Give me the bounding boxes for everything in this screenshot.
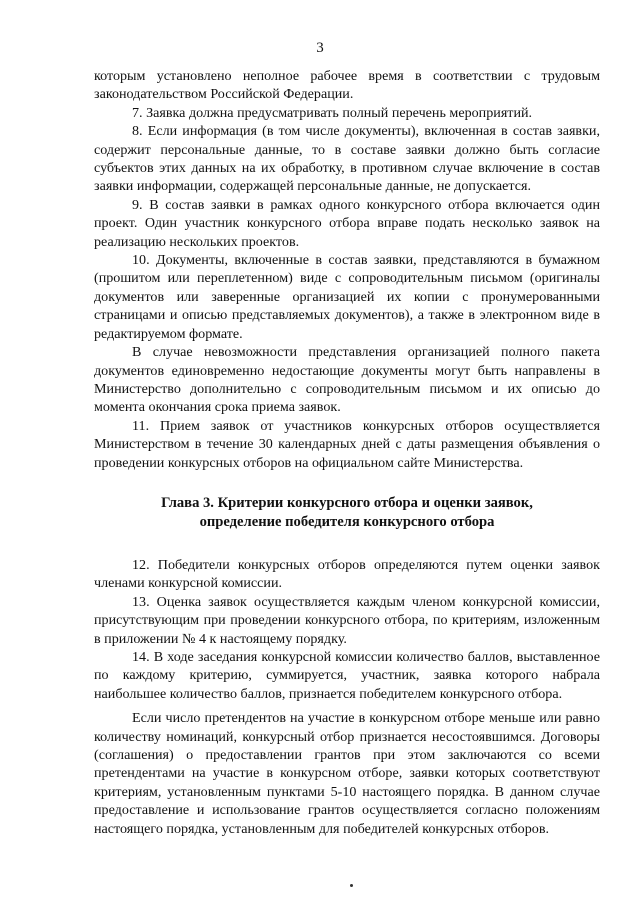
paragraph-item-7: 7. Заявка должна предусматривать полный перечень мероприятий. <box>132 104 533 121</box>
document-body <box>94 67 600 838</box>
chapter-heading-line-2: определение победителя конкурсного отбора <box>199 513 495 530</box>
chapter-heading-line-1: Глава 3. Критерии конкурсного отбора и оценки заявок, <box>161 494 533 511</box>
paragraph-item-14: 14. В ходе заседания конкурсной комиссии количество баллов, выставленное по каждому критерию, суммируется, участник, заявка которого набрала наибольшее количество баллов, признается победителем конкурсного отбора. <box>94 648 600 702</box>
paragraph-continuation: которым установлено неполное рабочее время в соответствии с трудовым законодательством Российской Федерации. <box>94 68 600 103</box>
paragraph-item-11: 11. Прием заявок от участников конкурсных отборов осуществляется Министерством в течение 30 календарных дней с даты размещения объявления о проведении конкурсных отборов на официальном сайте Министерства. <box>94 417 600 471</box>
paragraph-item-8: 8. Если информация (в том числе документы), включенная в состав заявки, содержит персональные данные, то в составе заявки должно быть согласие субъектов этих данных на их обработку, в противном случае включение в состав заявки информации, содержащей персональные данные, не допускается. <box>94 123 600 195</box>
paragraph-item-10-note: В случае невозможности представления организацией полного пакета документов единовременно недостающие документы могут быть направлены в Министерство дополнительно с сопроводительным письмом и их описью до момента окончания срока приема заявок. <box>94 344 600 416</box>
paragraph-item-9: 9. В состав заявки в рамках одного конкурсного отбора включается один проект. Один участник конкурсного отбора вправе подать несколько заявок на реализацию нескольких проектов. <box>94 196 600 250</box>
scan-dot-mark <box>350 884 353 887</box>
paragraph-item-14-note: Если число претендентов на участие в конкурсном отборе меньше или равно количеству номинаций, конкурсный отбор признается несостоявшимся. Договоры (соглашения) о предоставлении грантов при этом заключаются со всеми претендентами на участие в конкурсном отборе, заявки которых соответствуют критериям, установленным пунктами 5-10 настоящего порядка. В данном случае предоставление и использование грантов осуществляется согласно положениям настоящего порядка, установленным для победителей конкурсных отборов. <box>94 710 600 837</box>
paragraph-item-13: 13. Оценка заявок осуществляется каждым членом конкурсной комиссии, присутствующим при проведении конкурсного отбора, по критериям, изложенным в приложении № 4 к настоящему порядку. <box>94 593 600 647</box>
page-number: 3 <box>316 40 324 56</box>
paragraph-item-10: 10. Документы, включенные в состав заявки, представляются в бумажном (прошитом или переплетенном) виде с сопроводительным письмом (оригиналы документов или заверенные организацией их копии с пронумерованными страницами и описью представляемых документов), а также в электронном виде в редактируемом формате. <box>94 252 600 342</box>
paragraph-item-12: 12. Победители конкурсных отборов определяются путем оценки заявок членами конкурсной комиссии. <box>94 556 600 592</box>
chapter-heading <box>94 494 600 532</box>
